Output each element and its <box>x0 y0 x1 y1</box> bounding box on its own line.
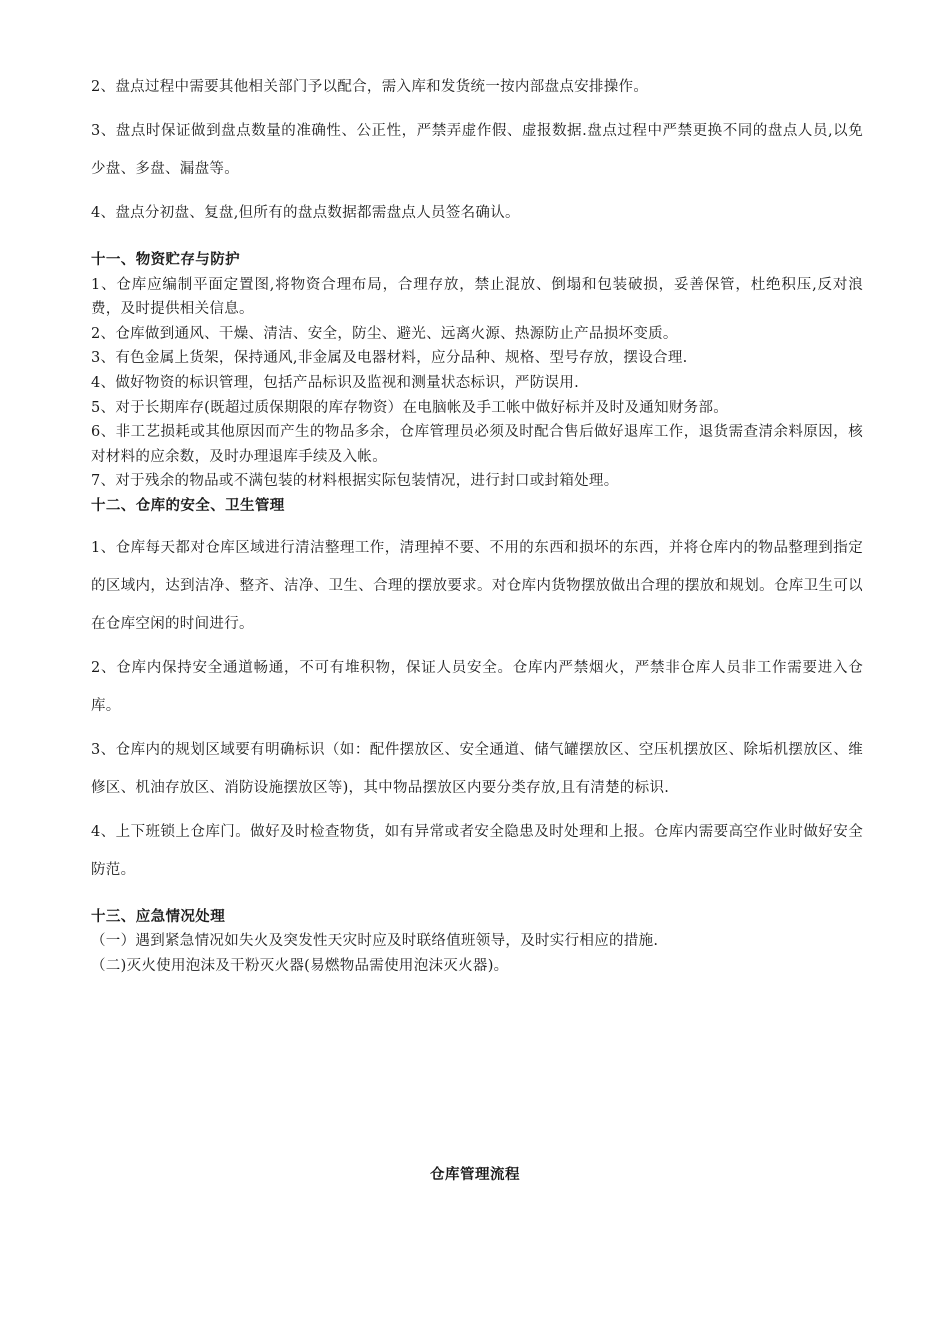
section11-heading: 十一、物资贮存与防护 <box>91 252 240 268</box>
section10-item-3: 3、盘点时保证做到盘点数量的准确性、公正性，严禁弄虚作假、虚报数据.盘点过程中严禁更换不同的盘点人员,以免少盘、多盘、漏盘等。 <box>91 123 863 177</box>
section12-item-3: 3、仓库内的规划区域要有明确标识（如：配件摆放区、安全通道、储气罐摆放区、空压机摆放区、除垢机摆放区、维修区、机油存放区、消防设施摆放区等)，其中物品摆放区内要分类存放,且有清楚的标识. <box>91 741 863 796</box>
section10-item-2: 2、盘点过程中需要其他相关部门予以配合，需入库和发货统一按内部盘点安排操作。 <box>91 79 649 95</box>
section12-item-2: 2、仓库内保持安全通道畅通，不可有堆积物，保证人员安全。仓库内严禁烟火，严禁非仓库人员非工作需要进入仓库。 <box>91 659 863 714</box>
document-body <box>91 68 863 978</box>
section13-item-1: （一）遇到紧急情况如失火及突发性天灾时应及时联络值班领导，及时实行相应的措施. <box>91 933 659 950</box>
section11-item-2: 2、仓库做到通风、干燥、清洁、安全，防尘、避光、远离火源、热源防止产品损坏变质。 <box>91 325 678 342</box>
section12-item-4: 4、上下班锁上仓库门。做好及时检查物货，如有异常或者安全隐患及时处理和上报。仓库内需要高空作业时做好安全防范。 <box>91 823 863 878</box>
section13-heading: 十三、应急情况处理 <box>91 908 226 925</box>
section11-item-4: 4、做好物资的标识管理，包括产品标识及监视和测量状态标识，严防误用. <box>91 374 580 391</box>
section11-item-3: 3、有色金属上货架，保持通风,非金属及电器材料，应分品种、规格、型号存放，摆设合理. <box>91 350 688 367</box>
section11-item-1: 1、仓库应编制平面定置图,将物资合理布局，合理存放，禁止混放、倒塌和包装破损，妥善保管，杜绝积压,反对浪费，及时提供相关信息。 <box>91 276 863 318</box>
section-11 <box>91 248 863 494</box>
section11-item-5: 5、对于长期库存(既超过质保期限的库存物资）在电脑帐及手工帐中做好标并及时及通知财务部。 <box>91 399 729 416</box>
section11-item-6: 6、非工艺损耗或其他原因而产生的物品多余，仓库管理员必须及时配合售后做好退库工作，退货需查清余料原因，核对材料的应余数，及时办理退库手续及入帐。 <box>91 424 863 465</box>
section12-item-1: 1、仓库每天都对仓库区域进行清洁整理工作，清理掉不要、不用的东西和损坏的东西，并将仓库内的物品整理到指定的区域内，达到洁净、整齐、洁净、卫生、合理的摆放要求。对仓库内货物摆放做出合理的摆放和规划。仓库卫生可以在仓库空闲的时间进行。 <box>91 539 863 632</box>
section11-item-7: 7、对于残余的物品或不满包装的材料根据实际包装情况，进行封口或封箱处理。 <box>91 473 619 490</box>
section-12 <box>91 494 863 889</box>
flow-title: 仓库管理流程 <box>430 1167 520 1183</box>
section13-item-2: （二)灭火使用泡沫及干粉灭火器(易燃物品需使用泡沫灭火器)。 <box>91 957 509 974</box>
section12-heading: 十二、仓库的安全、卫生管理 <box>91 497 285 514</box>
section-13 <box>91 905 863 979</box>
section10-item-4: 4、盘点分初盘、复盘,但所有的盘点数据都需盘点人员签名确认。 <box>91 205 520 221</box>
